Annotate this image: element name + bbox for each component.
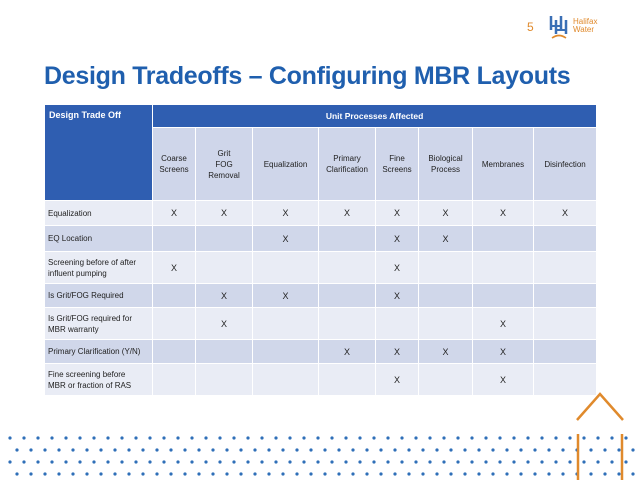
table-cell <box>153 364 196 396</box>
table-cell: X <box>319 340 376 364</box>
decoration-dot <box>232 436 235 439</box>
decoration-dot <box>22 460 25 463</box>
decoration-dot <box>204 460 207 463</box>
column-header <box>253 128 319 201</box>
table-cell <box>319 284 376 308</box>
table-cell: X <box>376 340 419 364</box>
decoration-dot <box>491 448 494 451</box>
column-header-line: Grit <box>217 148 231 158</box>
decoration-dot <box>526 460 529 463</box>
row-label-line: Screening before of after <box>48 257 137 267</box>
table-cell <box>196 226 253 252</box>
decoration-dot <box>218 436 221 439</box>
row-label <box>45 226 153 252</box>
decoration-dot <box>449 472 452 475</box>
decoration-dot <box>71 472 74 475</box>
table-cell: X <box>473 201 534 226</box>
column-header-line: Removal <box>208 170 240 180</box>
table-cell: X <box>419 340 473 364</box>
decoration-dot <box>169 448 172 451</box>
decoration-dot <box>554 436 557 439</box>
table-cell: X <box>534 201 597 226</box>
decoration-dot <box>36 460 39 463</box>
decoration-dot <box>267 448 270 451</box>
decoration-dot <box>330 460 333 463</box>
row-label <box>45 284 153 308</box>
table-cell <box>196 252 253 284</box>
decoration-dot <box>218 460 221 463</box>
table-cell <box>319 364 376 396</box>
decoration-dot <box>85 448 88 451</box>
decoration-dot <box>407 448 410 451</box>
decoration-dot <box>274 460 277 463</box>
decoration-dot <box>99 472 102 475</box>
decoration-dot <box>442 460 445 463</box>
decoration-dot <box>533 448 536 451</box>
row-label <box>45 201 153 226</box>
decoration-dot <box>351 472 354 475</box>
decoration-dot <box>169 472 172 475</box>
decoration-dot <box>29 448 32 451</box>
table-cell: X <box>319 201 376 226</box>
decoration-dot <box>211 448 214 451</box>
decoration-dot <box>393 448 396 451</box>
row-label-line: influent pumping <box>48 268 107 278</box>
column-header <box>473 128 534 201</box>
decoration-dot <box>78 436 81 439</box>
decoration-dot <box>379 472 382 475</box>
row-label-line: EQ Location <box>48 234 93 243</box>
table-cell <box>534 308 597 340</box>
decoration-dot <box>295 448 298 451</box>
decoration-dot <box>57 472 60 475</box>
table-row <box>45 201 597 226</box>
column-header-line: FOG <box>215 159 233 169</box>
decoration-dot <box>155 448 158 451</box>
logo-text-line1: Halifax <box>573 17 598 26</box>
table-cell <box>419 284 473 308</box>
decoration-dot <box>386 460 389 463</box>
table-cell: X <box>253 201 319 226</box>
decoration-dot <box>519 448 522 451</box>
decoration-dot <box>295 472 298 475</box>
decoration-dot <box>344 436 347 439</box>
decoration-dot <box>498 460 501 463</box>
table-cell <box>196 364 253 396</box>
column-header-line: Screens <box>382 165 412 174</box>
table-cell <box>534 226 597 252</box>
decoration-dot <box>484 460 487 463</box>
decoration-dot <box>141 448 144 451</box>
decoration-dot <box>505 472 508 475</box>
row-label-line: MBR warranty <box>48 324 99 334</box>
decoration-dot <box>113 472 116 475</box>
decoration-dot <box>358 436 361 439</box>
decoration-dot <box>393 472 396 475</box>
decoration-dot <box>519 472 522 475</box>
table-cell <box>319 308 376 340</box>
table-cell: X <box>196 308 253 340</box>
decoration-dot <box>64 460 67 463</box>
decoration-dot <box>470 460 473 463</box>
table-row <box>45 252 597 284</box>
page-title: Design Tradeoffs – Configuring MBR Layouts <box>44 62 571 90</box>
decoration-dot <box>554 460 557 463</box>
column-header-line: Equalization <box>263 159 308 169</box>
column-header-line: Disinfection <box>544 159 586 169</box>
design-trade-off-header: Design Trade Off <box>45 105 153 201</box>
row-label <box>45 340 153 364</box>
table-row <box>45 308 597 340</box>
column-header-line: Biological <box>428 154 463 163</box>
table-cell <box>473 284 534 308</box>
decoration-dot <box>484 436 487 439</box>
decoration-dot <box>379 448 382 451</box>
table-cell <box>253 308 319 340</box>
table-cell <box>153 226 196 252</box>
decoration-dot <box>421 472 424 475</box>
decoration-dot <box>50 460 53 463</box>
table-row <box>45 284 597 308</box>
table-cell <box>153 340 196 364</box>
decoration-dot <box>428 460 431 463</box>
table-cell: X <box>376 226 419 252</box>
table-cell <box>253 364 319 396</box>
decoration-dot <box>85 472 88 475</box>
decoration-dot <box>547 448 550 451</box>
column-header <box>153 128 196 201</box>
decoration-dot <box>120 460 123 463</box>
table-cell: X <box>473 308 534 340</box>
decoration-dot <box>246 460 249 463</box>
decoration-dot <box>120 436 123 439</box>
table-cell: X <box>419 226 473 252</box>
decoration-dot <box>533 472 536 475</box>
table-cell <box>473 252 534 284</box>
slide-number: 5 <box>527 20 534 34</box>
decoration-dot <box>358 460 361 463</box>
table-cell: X <box>376 201 419 226</box>
decoration-dot <box>246 436 249 439</box>
row-label-line: Equalization <box>48 208 92 218</box>
table-cell: X <box>376 284 419 308</box>
tradeoff-table <box>44 104 597 396</box>
table-cell: X <box>153 252 196 284</box>
table-cell <box>153 308 196 340</box>
decoration-dot <box>526 436 529 439</box>
decoration-dot <box>183 448 186 451</box>
decoration-dot <box>176 460 179 463</box>
decoration-dot <box>162 436 165 439</box>
row-label-line: MBR or fraction of RAS <box>48 380 132 390</box>
decoration-dot <box>442 436 445 439</box>
decoration-dot <box>8 460 11 463</box>
decoration-dot <box>400 460 403 463</box>
decoration-dot <box>43 472 46 475</box>
decoration-dot <box>281 472 284 475</box>
logo-text-line2: Water <box>573 25 595 34</box>
decoration-dot <box>274 436 277 439</box>
table-cell: X <box>376 252 419 284</box>
decoration-dot <box>253 472 256 475</box>
decoration-dot <box>414 436 417 439</box>
decoration-dot <box>365 472 368 475</box>
table-cell: X <box>253 284 319 308</box>
decoration-dot <box>288 460 291 463</box>
decoration-dot <box>260 460 263 463</box>
decoration-dot <box>512 436 515 439</box>
dotted-pattern-decoration <box>0 432 640 480</box>
table-cell: X <box>153 201 196 226</box>
decoration-dot <box>435 472 438 475</box>
decoration-dot <box>491 472 494 475</box>
halifax-water-logo-icon <box>548 14 570 40</box>
decoration-dot <box>22 436 25 439</box>
table-cell <box>419 364 473 396</box>
decoration-dot <box>435 448 438 451</box>
decoration-dot <box>176 436 179 439</box>
decoration-dot <box>92 436 95 439</box>
table-row <box>45 364 597 396</box>
decoration-dot <box>309 472 312 475</box>
table-cell <box>376 308 419 340</box>
decoration-dot <box>232 460 235 463</box>
up-arrow-decoration <box>573 388 633 480</box>
decoration-dot <box>204 436 207 439</box>
decoration-dot <box>302 436 305 439</box>
decoration-dot <box>456 460 459 463</box>
decoration-dot <box>288 436 291 439</box>
decoration-dot <box>197 472 200 475</box>
decoration-dot <box>400 436 403 439</box>
column-header-line: Coarse <box>161 154 187 163</box>
decoration-dot <box>78 460 81 463</box>
decoration-dot <box>162 460 165 463</box>
decoration-dot <box>141 472 144 475</box>
table-cell <box>534 284 597 308</box>
decoration-dot <box>463 472 466 475</box>
column-header <box>376 128 419 201</box>
decoration-dot <box>477 448 480 451</box>
row-label <box>45 252 153 284</box>
decoration-dot <box>36 436 39 439</box>
decoration-dot <box>29 472 32 475</box>
decoration-dot <box>155 472 158 475</box>
column-header-line: Membranes <box>481 159 525 169</box>
decoration-dot <box>512 460 515 463</box>
decoration-dot <box>351 448 354 451</box>
decoration-dot <box>92 460 95 463</box>
decoration-dot <box>414 460 417 463</box>
decoration-dot <box>330 436 333 439</box>
decoration-dot <box>316 460 319 463</box>
decoration-dot <box>190 460 193 463</box>
decoration-dot <box>470 436 473 439</box>
column-header-line: Primary <box>333 154 361 163</box>
decoration-dot <box>561 448 564 451</box>
table-cell <box>419 252 473 284</box>
decoration-dot <box>106 460 109 463</box>
decoration-dot <box>183 472 186 475</box>
table-cell: X <box>196 284 253 308</box>
decoration-dot <box>225 448 228 451</box>
row-label <box>45 364 153 396</box>
decoration-dot <box>428 436 431 439</box>
decoration-dot <box>547 472 550 475</box>
table-cell <box>534 340 597 364</box>
decoration-dot <box>463 448 466 451</box>
halifax-water-logo <box>548 14 610 40</box>
decoration-dot <box>281 448 284 451</box>
decoration-dot <box>498 436 501 439</box>
decoration-dot <box>211 472 214 475</box>
column-header-line: Process <box>431 165 460 174</box>
decoration-dot <box>267 472 270 475</box>
row-label-line: Primary Clarification (Y/N) <box>48 347 141 356</box>
unit-processes-header: Unit Processes Affected <box>153 105 597 128</box>
decoration-dot <box>8 436 11 439</box>
column-header <box>419 128 473 201</box>
decoration-dot <box>253 448 256 451</box>
decoration-dot <box>421 448 424 451</box>
decoration-dot <box>134 460 137 463</box>
table-cell: X <box>253 226 319 252</box>
decoration-dot <box>316 436 319 439</box>
table-cell <box>153 284 196 308</box>
column-header <box>319 128 376 201</box>
decoration-dot <box>456 436 459 439</box>
decoration-dot <box>134 436 137 439</box>
decoration-dot <box>372 436 375 439</box>
decoration-dot <box>568 436 571 439</box>
table-cell: X <box>473 364 534 396</box>
decoration-dot <box>127 472 130 475</box>
table-cell: X <box>473 340 534 364</box>
decoration-dot <box>372 460 375 463</box>
decoration-dot <box>50 436 53 439</box>
decoration-dot <box>99 448 102 451</box>
decoration-dot <box>148 460 151 463</box>
decoration-dot <box>540 460 543 463</box>
decoration-dot <box>407 472 410 475</box>
decoration-dot <box>323 448 326 451</box>
decoration-dot <box>337 472 340 475</box>
column-header-line: Clarification <box>326 165 368 174</box>
decoration-dot <box>239 448 242 451</box>
decoration-dot <box>148 436 151 439</box>
decoration-dot <box>260 436 263 439</box>
decoration-dot <box>57 448 60 451</box>
row-label-line: Fine screening before <box>48 369 126 379</box>
table-cell: X <box>196 201 253 226</box>
table-row <box>45 226 597 252</box>
decoration-dot <box>190 436 193 439</box>
decoration-dot <box>309 448 312 451</box>
decoration-dot <box>239 472 242 475</box>
column-header <box>196 128 253 201</box>
row-label-line: Is Grit/FOG Required <box>48 291 124 300</box>
decoration-dot <box>337 448 340 451</box>
decoration-dot <box>449 448 452 451</box>
table-cell <box>419 308 473 340</box>
table-cell <box>253 252 319 284</box>
decoration-dot <box>64 436 67 439</box>
table-cell <box>473 226 534 252</box>
decoration-dot <box>43 448 46 451</box>
decoration-dot <box>386 436 389 439</box>
decoration-dot <box>106 436 109 439</box>
row-label-line: Is Grit/FOG required for <box>48 313 133 323</box>
table-cell: X <box>419 201 473 226</box>
decoration-dot <box>365 448 368 451</box>
decoration-dot <box>15 448 18 451</box>
decoration-dot <box>540 436 543 439</box>
decoration-dot <box>302 460 305 463</box>
row-label <box>45 308 153 340</box>
table-cell <box>534 252 597 284</box>
table-cell <box>319 252 376 284</box>
table-cell <box>319 226 376 252</box>
decoration-dot <box>113 448 116 451</box>
decoration-dot <box>505 448 508 451</box>
decoration-dot <box>344 460 347 463</box>
decoration-dot <box>71 448 74 451</box>
decoration-dot <box>15 472 18 475</box>
decoration-dot <box>197 448 200 451</box>
decoration-dot <box>561 472 564 475</box>
column-header <box>534 128 597 201</box>
table-row <box>45 340 597 364</box>
decoration-dot <box>477 472 480 475</box>
table-cell <box>253 340 319 364</box>
column-header-line: Fine <box>389 154 405 163</box>
table-cell <box>196 340 253 364</box>
decoration-dot <box>127 448 130 451</box>
decoration-dot <box>323 472 326 475</box>
decoration-dot <box>568 460 571 463</box>
column-header-line: Screens <box>159 165 189 174</box>
table-cell: X <box>376 364 419 396</box>
decoration-dot <box>225 472 228 475</box>
